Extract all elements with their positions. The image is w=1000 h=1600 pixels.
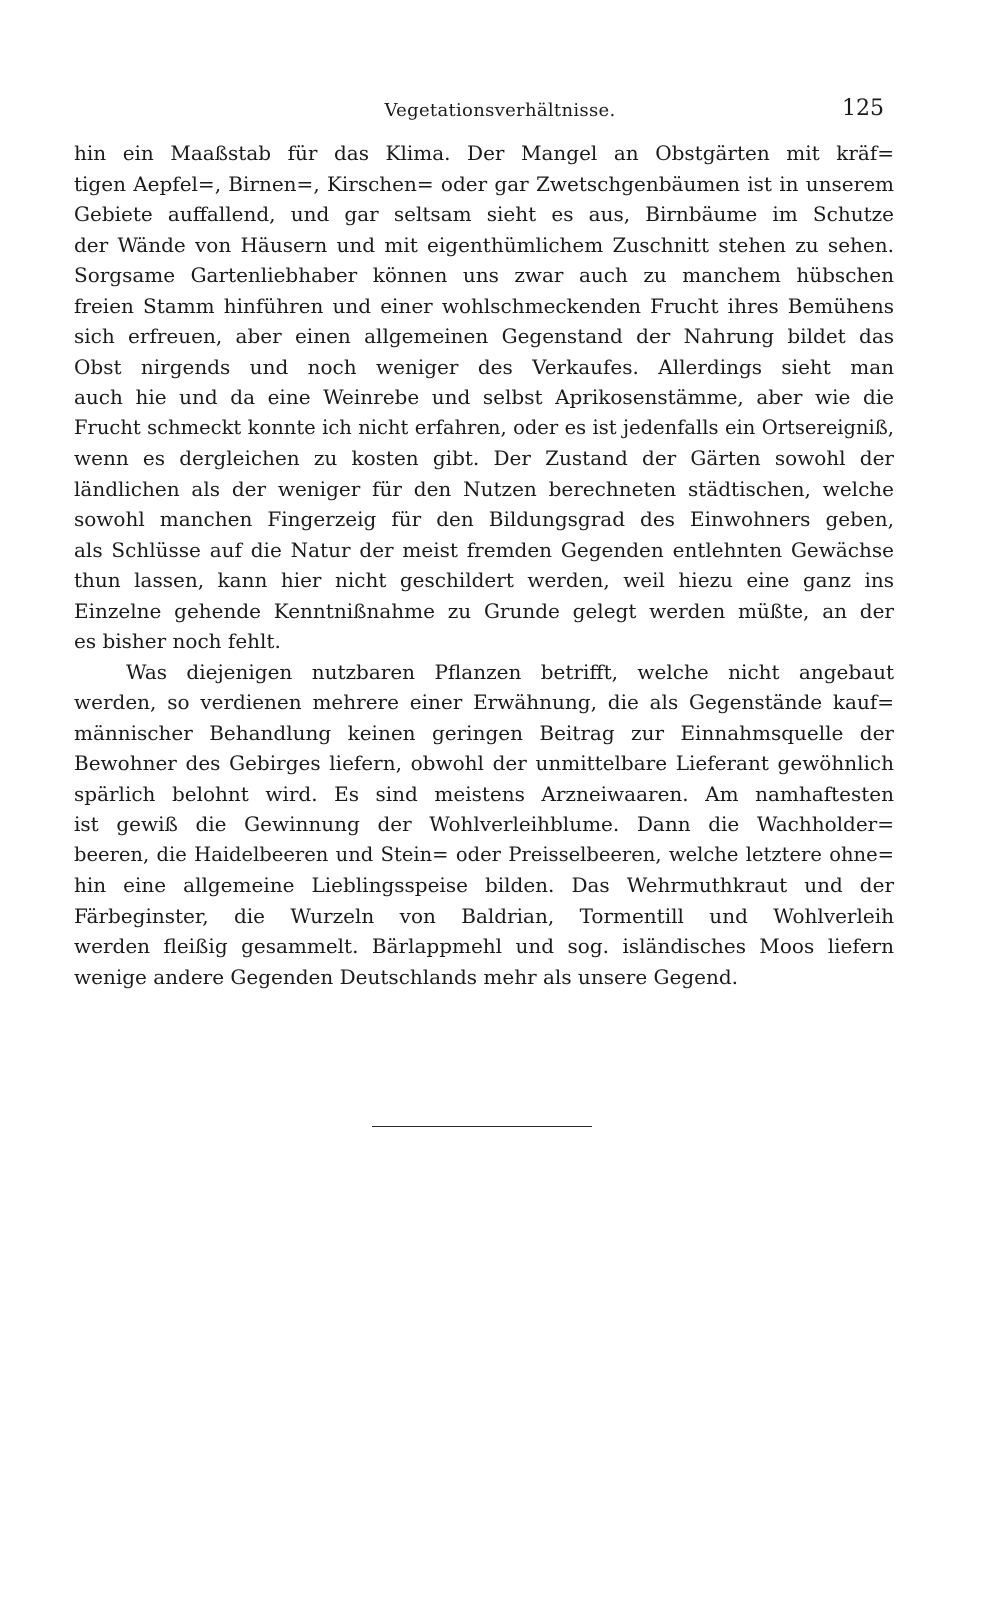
- text-line: Färbeginster, die Wurzeln von Baldrian, Tormentill und Wohlverleih: [74, 903, 894, 928]
- body-text: [74, 138, 894, 992]
- text-line: werden, so verdienen mehrere einer Erwähnung, die als Gegenstände kauf=: [74, 690, 894, 714]
- text-line: Gebiete auffallend, und gar seltsam sieht es aus, Birnbäume im Schutze: [74, 202, 894, 226]
- text-line: Bewohner des Gebirges liefern, obwohl der unmittelbare Lieferant gewöhnlich: [74, 751, 894, 775]
- running-head-title: Vegetationsverhältnisse.: [384, 100, 616, 121]
- text-line: der Wände von Häusern und mit eigenthümlichem Zuschnitt stehen zu sehen.: [74, 232, 894, 257]
- text-line: männischer Behandlung keinen geringen Beitrag zur Einnahmsquelle der: [74, 720, 894, 745]
- text-line: ist gewiß die Gewinnung der Wohlverleihblume. Dann die Wachholder=: [74, 812, 894, 836]
- text-line: Sorgsame Gartenliebhaber können uns zwar auch zu manchem hübschen: [74, 263, 894, 287]
- text-line: thun lassen, kann hier nicht geschildert werden, weil hiezu eine ganz ins: [74, 568, 894, 592]
- page-number: 125: [842, 96, 884, 121]
- text-line: tigen Aepfel=, Birnen=, Kirschen= oder gar Zwetschgenbäumen ist in unserem: [74, 171, 894, 196]
- text-line: spärlich belohnt wird. Es sind meistens Arzneiwaaren. Am namhaftesten: [74, 781, 894, 806]
- text-line: Einzelne gehende Kenntnißnahme zu Grunde gelegt werden müßte, an der: [74, 598, 894, 623]
- text-line: Obst nirgends und noch weniger des Verkaufes. Allerdings sieht man: [74, 354, 894, 379]
- text-line: es bisher noch fehlt.: [74, 629, 281, 653]
- text-line: hin ein Maaßstab für das Klima. Der Mangel an Obstgärten mit kräf=: [74, 141, 894, 165]
- text-line: sowohl manchen Fingerzeig für den Bildungsgrad des Einwohners geben,: [74, 507, 894, 531]
- text-line: freien Stamm hinführen und einer wohlschmeckenden Frucht ihres Bemühens: [74, 293, 894, 318]
- text-line: hin eine allgemeine Lieblingsspeise bilden. Das Wehrmuthkraut und der: [74, 873, 894, 897]
- text-line: als Schlüsse auf die Natur der meist fremden Gegenden entlehnten Gewächse: [74, 537, 894, 562]
- text-line: Was diejenigen nutzbaren Pflanzen betrifft, welche nicht angebaut: [126, 659, 894, 684]
- text-line: Frucht schmeckt konnte ich nicht erfahren, oder es ist jedenfalls ein Ortsereigniß,: [74, 415, 894, 439]
- closing-rule-divider: [372, 1126, 592, 1127]
- text-line: wenige andere Gegenden Deutschlands mehr als unsere Gegend.: [74, 964, 739, 989]
- text-line: werden fleißig gesammelt. Bärlappmehl und sog. isländisches Moos liefern: [74, 934, 894, 958]
- paragraph-2: [74, 657, 894, 993]
- text-line: wenn es dergleichen zu kosten gibt. Der Zustand der Gärten sowohl der: [74, 446, 894, 470]
- text-line: ländlichen als der weniger für den Nutzen berechneten städtischen, welche: [74, 476, 894, 501]
- text-line: auch hie und da eine Weinrebe und selbst Aprikosenstämme, aber wie die: [74, 385, 894, 409]
- paragraph-1: [74, 138, 894, 657]
- text-line: sich erfreuen, aber einen allgemeinen Gegenstand der Nahrung bildet das: [74, 324, 894, 348]
- text-line: beeren, die Haidelbeeren und Stein= oder Preisselbeeren, welche letztere ohne=: [74, 842, 894, 866]
